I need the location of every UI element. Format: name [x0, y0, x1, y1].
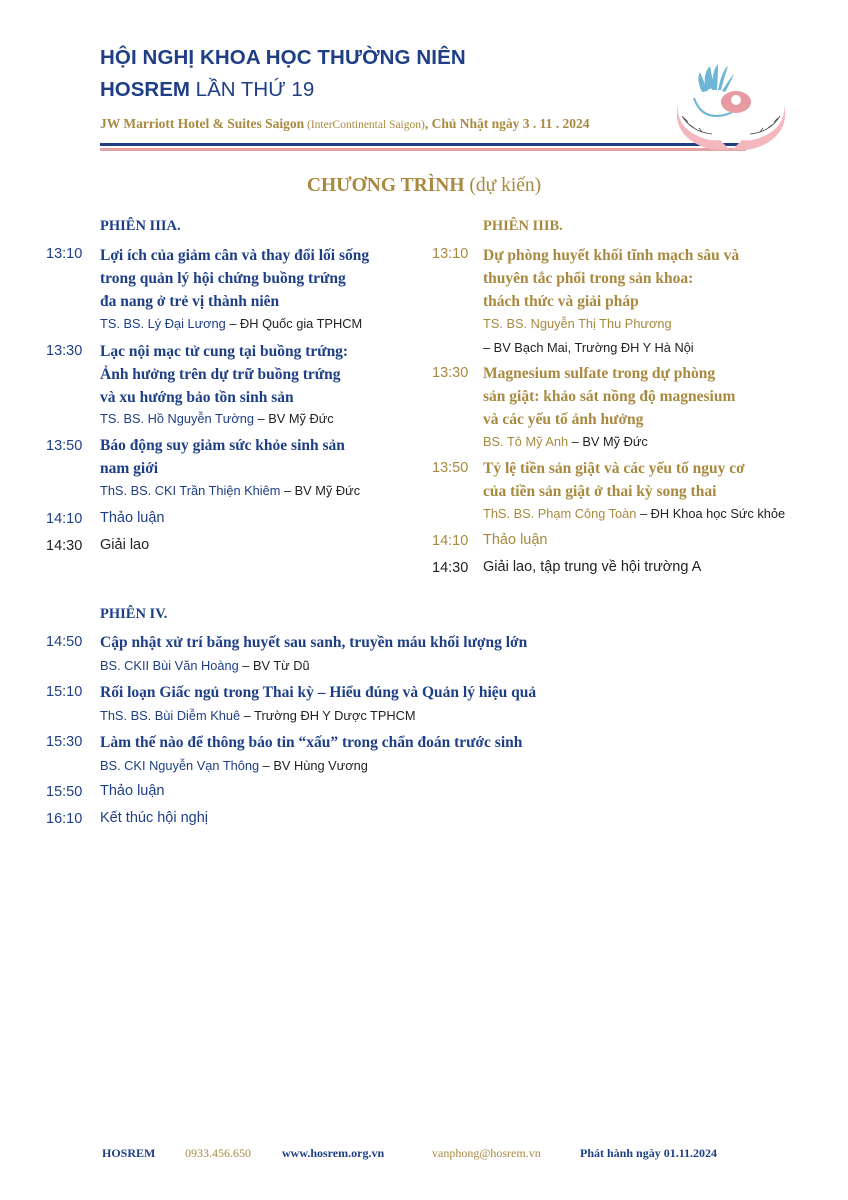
session-3b-break: Giải lao, tập trung về hội trường A [483, 559, 702, 575]
title-line: Lạc nội mạc tử cung tại buồng trứng: [100, 343, 349, 360]
session-4-closing: Kết thúc hội nghị [100, 810, 209, 826]
session-4-time-3: 15:30 [46, 734, 83, 750]
session-3b-time-4: 14:10 [432, 533, 469, 549]
speaker-affiliation: – BV Từ Dũ [238, 658, 310, 673]
session-3a-talk-3-speaker [100, 482, 360, 500]
program-title-main: CHƯƠNG TRÌNH [306, 175, 465, 196]
session-3b-talk-1-title [483, 244, 739, 313]
footer [0, 1146, 848, 1164]
title-line: thách thức và giải pháp [483, 293, 639, 310]
session-4-time-5: 16:10 [46, 811, 83, 827]
event-date: , Chủ Nhật ngày 3 . 11 . 2024 [424, 116, 590, 131]
title-line: Báo động suy giảm sức khỏe sinh sản [100, 437, 345, 454]
speaker-name: ThS. BS. Bùi Diễm Khuê [100, 708, 241, 723]
conference-title: HỘI NGHỊ KHOA HỌC THƯỜNG NIÊN [100, 46, 466, 69]
speaker-affiliation: – ĐH Khoa học Sức khỏe [636, 506, 786, 521]
title-line: nam giới [100, 460, 159, 477]
session-3a-time-3: 13:50 [46, 438, 83, 454]
program-title [0, 175, 848, 197]
conference-edition [100, 78, 314, 102]
speaker-name: TS. BS. Hồ Nguyễn Tường [100, 411, 254, 426]
session-4-talk-1-title: Cập nhật xử trí băng huyết sau sanh, truyền máu khối lượng lớn [100, 634, 528, 651]
title-line: trong quản lý hội chứng buồng trứng [100, 270, 346, 287]
speaker-name: ThS. BS. CKI Trần Thiện Khiêm [100, 483, 281, 498]
session-3b-time-3: 13:50 [432, 460, 469, 476]
title-line: Tỷ lệ tiền sản giật và các yếu tố nguy cơ [483, 460, 745, 477]
speaker-affiliation: – ĐH Quốc gia TPHCM [225, 316, 363, 331]
title-line: thuyên tắc phổi trong sản khoa: [483, 270, 694, 287]
session-3b-talk-3-speaker [483, 505, 785, 523]
session-4-talk-3-speaker [100, 757, 368, 775]
session-4-talk-2-speaker [100, 707, 416, 725]
session-3b-time-2: 13:30 [432, 365, 469, 381]
session-3a-time-5: 14:30 [46, 538, 83, 554]
venue-name: JW Marriott Hotel & Suites Saigon [100, 116, 305, 131]
session-3b-talk-1-affiliation: – BV Bạch Mai, Trường ĐH Y Hà Nội [483, 340, 694, 355]
program-title-note: (dự kiến) [464, 175, 542, 196]
hands-shell-logo-icon [672, 64, 790, 154]
session-4-time-2: 15:10 [46, 684, 83, 700]
session-4-discussion: Thảo luận [100, 783, 165, 799]
session-4-time-4: 15:50 [46, 784, 83, 800]
session-3b-heading: PHIÊN IIIB. [483, 218, 563, 234]
speaker-affiliation: – BV Hùng Vương [259, 758, 368, 773]
session-3a-time-4: 14:10 [46, 511, 83, 527]
session-3a-talk-3-title [100, 434, 345, 480]
speaker-affiliation: – BV Mỹ Đức [254, 411, 334, 426]
venue-line [100, 116, 590, 132]
session-3a-time-1: 13:10 [46, 246, 83, 262]
title-line: Magnesium sulfate trong dự phòng [483, 365, 716, 382]
session-4-talk-2-title: Rối loạn Giấc ngủ trong Thai kỳ – Hiểu đúng và Quản lý hiệu quả [100, 684, 537, 701]
edition-text: LẦN THỨ 19 [189, 78, 315, 101]
org-name: HOSREM [100, 78, 190, 101]
speaker-name: TS. BS. Lý Đại Lương [100, 316, 226, 331]
speaker-name: BS. Tô Mỹ Anh [483, 434, 569, 449]
speaker-name: ThS. BS. Phạm Công Toàn [483, 506, 637, 521]
footer-website-link[interactable]: www.hosrem.org.vn [282, 1146, 385, 1160]
session-3b-talk-2-title [483, 362, 735, 431]
title-line: Lợi ích của giảm cân và thay đổi lối sống [100, 247, 370, 264]
session-3b-time-1: 13:10 [432, 246, 469, 262]
session-3a-talk-1-title [100, 244, 369, 313]
footer-release-date: Phát hành ngày 01.11.2024 [580, 1146, 718, 1160]
venue-note: (InterContinental Saigon) [304, 119, 425, 131]
session-3b-time-5: 14:30 [432, 560, 469, 576]
session-3a-discussion: Thảo luận [100, 510, 165, 526]
session-3a-talk-1-speaker [100, 315, 362, 333]
session-3b-talk-3-title [483, 457, 745, 503]
session-3a-break: Giải lao [100, 537, 150, 553]
speaker-name: BS. CKII Bùi Văn Hoàng [100, 658, 239, 673]
session-4-time-1: 14:50 [46, 634, 83, 650]
title-line: Ảnh hưởng trên dự trữ buồng trứng [100, 366, 341, 383]
title-line: Dự phòng huyết khối tĩnh mạch sâu và [483, 247, 740, 264]
title-line: sản giật: khảo sát nồng độ magnesium [483, 388, 736, 405]
session-4-heading: PHIÊN IV. [100, 606, 168, 622]
title-line: của tiền sản giật ở thai kỳ song thai [483, 483, 717, 500]
speaker-affiliation: – Trường ĐH Y Dược TPHCM [240, 708, 416, 723]
title-line: đa nang ở trẻ vị thành niên [100, 293, 280, 310]
session-3a-talk-2-speaker [100, 410, 334, 428]
header-rule-navy [100, 143, 746, 146]
session-3b-talk-2-speaker [483, 433, 648, 451]
speaker-affiliation: – BV Mỹ Đức [280, 483, 361, 498]
session-4-talk-3-title: Làm thế nào để thông báo tin “xấu” trong chẩn đoán trước sinh [100, 734, 523, 751]
footer-phone[interactable]: 0933.456.650 [185, 1146, 251, 1160]
speaker-affiliation: – BV Mỹ Đức [568, 434, 648, 449]
footer-email-link[interactable]: vanphong@hosrem.vn [432, 1146, 541, 1160]
speaker-name: BS. CKI Nguyễn Vạn Thông [100, 758, 260, 773]
footer-org: HOSREM [102, 1146, 156, 1160]
title-line: và xu hướng bảo tồn sinh sản [100, 389, 294, 406]
title-line: và các yếu tố ảnh hưởng [483, 411, 644, 428]
session-3a-heading: PHIÊN IIIA. [100, 218, 181, 234]
session-3b-discussion: Thảo luận [483, 532, 548, 548]
session-3b-talk-1-speaker: TS. BS. Nguyễn Thị Thu Phương [483, 316, 672, 331]
session-3a-time-2: 13:30 [46, 343, 83, 359]
header-rule-pink [100, 148, 746, 151]
session-4-talk-1-speaker [100, 657, 310, 675]
session-3a-talk-2-title [100, 340, 348, 409]
